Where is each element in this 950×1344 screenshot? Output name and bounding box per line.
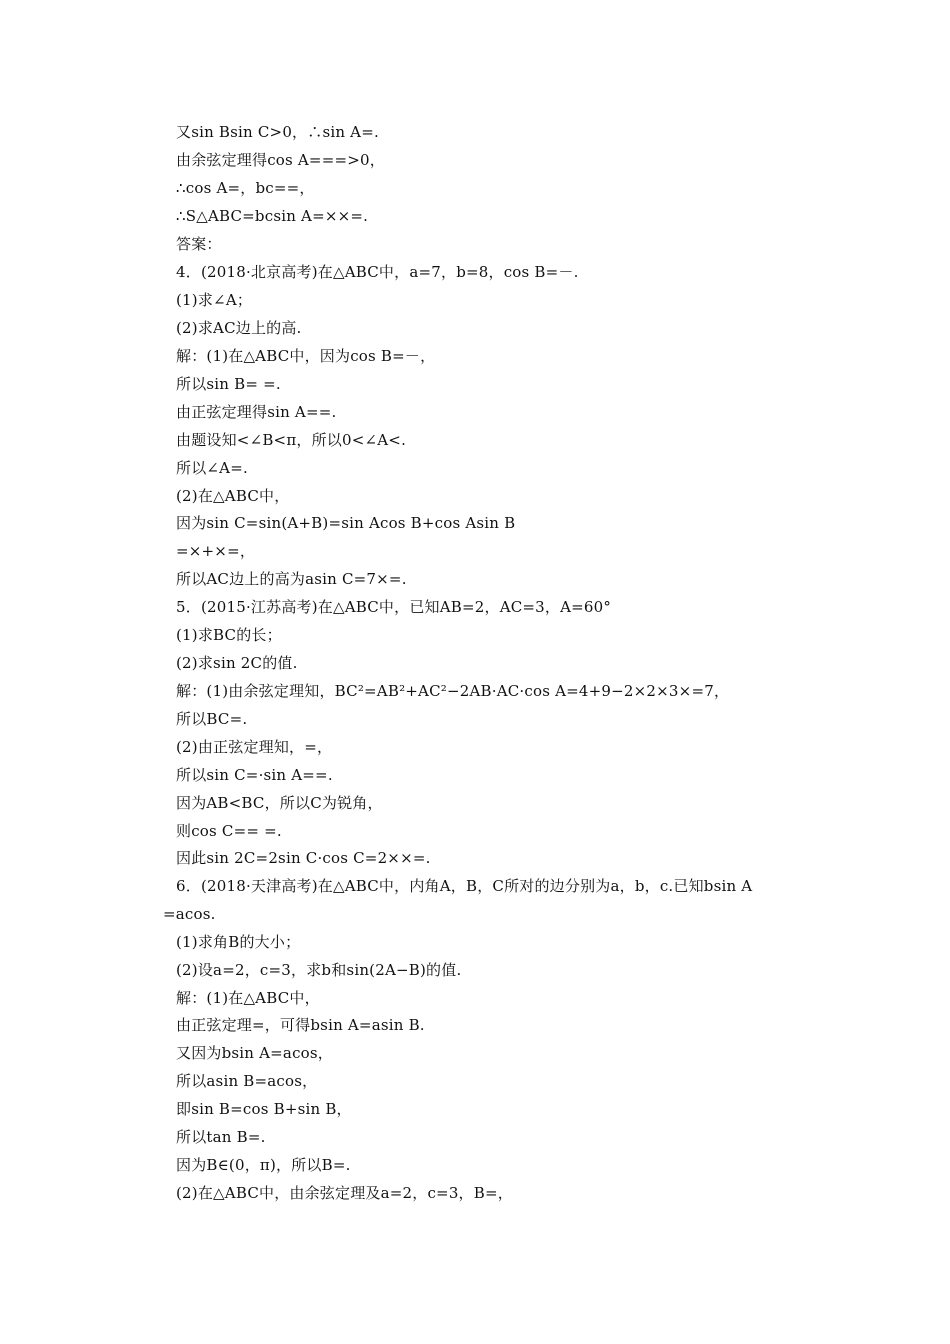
answer-label: 答案：: [176, 235, 222, 253]
problem-5-title: 5．(2015·江苏高考)在△ABC中，已知AB=2，AC=3，A=60°: [176, 598, 612, 616]
text-line: (2)在△ABC中，: [176, 487, 290, 505]
text-line: 所以BC=.: [176, 710, 248, 728]
text-line: 由正弦定理=，可得bsin A=asin B.: [176, 1016, 425, 1034]
text-line: 解：(1)由余弦定理知，BC²=AB²+AC²−2AB·AC·cos A=4+9−2×2×3×=7，: [176, 682, 730, 700]
text-line: 因此sin 2C=2sin C·cos C=2××=.: [176, 849, 431, 867]
text-line: (1)求∠A；: [176, 291, 253, 309]
text-line: (2)设a=2，c=3，求b和sin(2A−B)的值.: [176, 961, 462, 979]
text-line: 因为B∈(0，π)，所以B=.: [176, 1156, 351, 1174]
text-line: (2)在△ABC中，由余弦定理及a=2，c=3，B=，: [176, 1184, 513, 1202]
text-line: 因为sin C=sin(A+B)=sin Acos B+cos Asin B: [176, 514, 516, 532]
text-line: 由题设知<∠B<π，所以0<∠A<.: [176, 431, 407, 449]
text-line: 所以tan B=.: [176, 1128, 266, 1146]
text-line: 解：(1)在△ABC中，因为cos B=－，: [176, 347, 436, 365]
text-line: (1)求角B的大小；: [176, 933, 301, 951]
problem-6-title: 6．(2018·天津高考)在△ABC中，内角A，B，C所对的边分别为a，b，c.已知bsin A: [176, 877, 753, 895]
problem-4-title: 4．(2018·北京高考)在△ABC中，a=7，b=8，cos B=－.: [176, 263, 579, 281]
text-line: (1)求BC的长；: [176, 626, 282, 644]
text-line: 因为AB<BC，所以C为锐角，: [176, 794, 383, 812]
text-line: 所以asin B=acos，: [176, 1072, 318, 1090]
text-line: (2)由正弦定理知，=，: [176, 738, 333, 756]
text-line: (2)求AC边上的高.: [176, 319, 302, 337]
text-line: 由正弦定理得sin A==.: [176, 403, 337, 421]
text-line: 所以AC边上的高为asin C=7×=.: [176, 570, 407, 588]
text-line: =×+×=，: [176, 542, 256, 560]
text-line: ∴S△ABC=bcsin A=××=.: [176, 207, 369, 225]
text-line: 所以sin C=·sin A==.: [176, 766, 333, 784]
text-line: 又sin Bsin C>0，∴sin A=.: [176, 123, 379, 141]
text-line: =acos.: [163, 905, 216, 923]
text-line: 所以sin B= =.: [176, 375, 281, 393]
text-line: 解：(1)在△ABC中，: [176, 989, 320, 1007]
text-line: 所以∠A=.: [176, 459, 248, 477]
text-line: 则cos C== =.: [176, 822, 282, 840]
text-line: (2)求sin 2C的值.: [176, 654, 298, 672]
text-line: 由余弦定理得cos A===>0，: [176, 151, 385, 169]
text-line: 即sin B=cos B+sin B，: [176, 1100, 352, 1118]
text-line: ∴cos A=，bc==，: [176, 179, 315, 197]
text-line: 又因为bsin A=acos，: [176, 1044, 333, 1062]
